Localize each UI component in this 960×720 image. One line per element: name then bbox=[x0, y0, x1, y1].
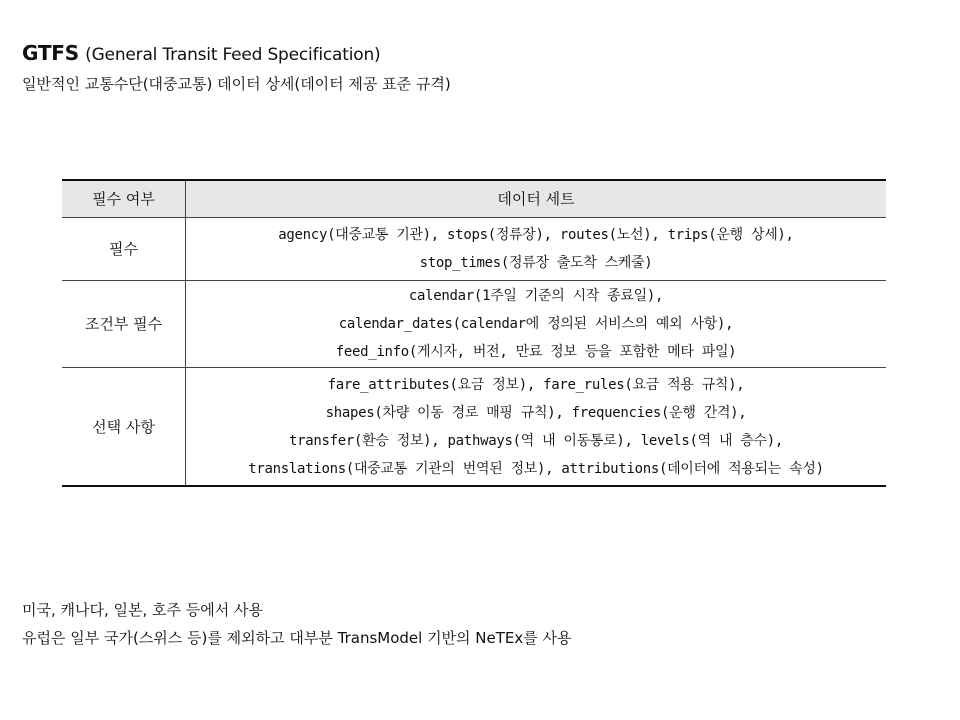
dataset-line: stop_times(정류장 출도착 스케줄) bbox=[419, 255, 653, 271]
usage-note: 유럽은 일부 국가(스위스 등)를 제외하고 대부분 TransModel 기반의 NeTEx를 사용 bbox=[22, 629, 572, 647]
dataset-line: calendar_dates(calendar에 정의된 서비스의 예외 사항), bbox=[338, 316, 734, 332]
dataset-line: agency(대중교통 기관), stops(정류장), routes(노선), trips(운행 상세), bbox=[278, 227, 794, 243]
dataset-line: transfer(환승 정보), pathways(역 내 이동통로), levels(역 내 층수), bbox=[288, 432, 784, 449]
title-expansion: (General Transit Feed Specification) bbox=[85, 45, 381, 65]
dataset-cell bbox=[186, 218, 887, 281]
dataset-line: feed_info(게시자, 버전, 만료 정보 등을 포함한 메타 파일) bbox=[335, 344, 737, 360]
title-main: GTFS bbox=[22, 41, 79, 65]
table-row bbox=[62, 218, 886, 281]
gtfs-dataset-table bbox=[62, 179, 886, 487]
dataset-line: fare_attributes(요금 정보), fare_rules(요금 적용 규칙), bbox=[327, 376, 745, 393]
title-block bbox=[22, 40, 451, 96]
dataset-line: shapes(차량 이동 경로 매핑 규칙), frequencies(운행 간격), bbox=[325, 404, 747, 421]
table-row bbox=[62, 368, 886, 487]
requirement-cell: 선택 사항 bbox=[62, 368, 186, 487]
dataset-line: calendar(1주일 기준의 시작 종료일), bbox=[408, 288, 664, 304]
page-subtitle: 일반적인 교통수단(대중교통) 데이터 상세(데이터 제공 표준 규격) bbox=[22, 75, 451, 93]
requirement-cell: 필수 bbox=[62, 218, 186, 281]
header-dataset: 데이터 세트 bbox=[186, 180, 887, 218]
header-requirement: 필수 여부 bbox=[62, 180, 186, 218]
table-header-row bbox=[62, 180, 886, 218]
usage-notes bbox=[22, 596, 572, 652]
usage-note: 미국, 캐나다, 일본, 호주 등에서 사용 bbox=[22, 601, 264, 619]
dataset-cell bbox=[186, 281, 887, 368]
dataset-line: translations(대중교통 기관의 번역된 정보), attributions(데이터에 적용되는 속성) bbox=[248, 460, 824, 477]
page-title bbox=[22, 40, 451, 68]
dataset-cell bbox=[186, 368, 887, 487]
table-row bbox=[62, 281, 886, 368]
requirement-cell: 조건부 필수 bbox=[62, 281, 186, 368]
